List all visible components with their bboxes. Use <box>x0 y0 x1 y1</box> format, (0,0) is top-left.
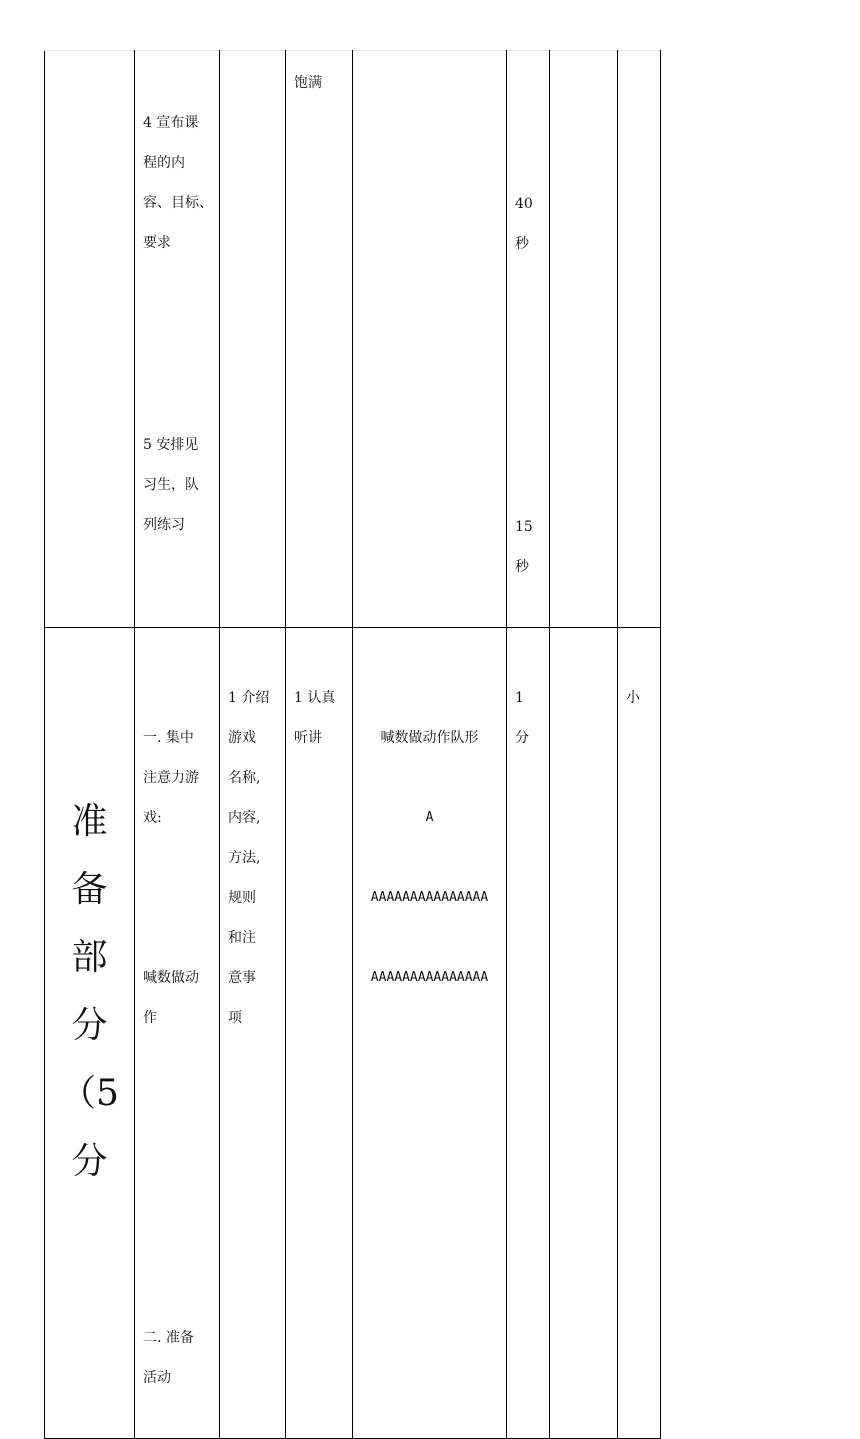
section-cell <box>45 628 135 1439</box>
teacher-text: 1 介绍 游戏 名称, 内容, 方法, 规则 和注 意事 项 <box>228 690 270 1026</box>
content-cell <box>135 51 220 628</box>
teacher-cell <box>220 51 286 628</box>
content-cell <box>135 628 220 1439</box>
intensity-value: 小 <box>626 690 640 706</box>
formation-line: AAAAAAAAAAAAAAA <box>370 890 489 905</box>
intensity-cell <box>618 628 661 1439</box>
section-title: 准 备 部 分 （5 分 <box>60 801 119 1182</box>
formation-diagram <box>353 628 506 1038</box>
section-cell <box>45 51 135 628</box>
content-item: 4 宣布课 程的内 容、目标、 要求 <box>143 115 213 251</box>
content-item: 一. 集中 注意力游 戏: <box>143 730 199 826</box>
student-cell <box>286 628 353 1439</box>
student-cell <box>286 51 353 628</box>
time-value: 40 秒 <box>515 196 533 252</box>
organization-cell <box>353 51 507 628</box>
content-item: 5 安排见 习生，队 列练习 <box>143 437 199 533</box>
count-cell <box>550 51 618 628</box>
formation-line: A <box>425 810 434 825</box>
table-row <box>45 628 661 1439</box>
student-text: 饱满 <box>294 75 322 91</box>
formation-label: 喊数做动作队形 <box>380 730 479 746</box>
content-item: 二. 准备 活动 <box>143 1330 194 1386</box>
time-cell <box>507 628 550 1439</box>
content-item: 喊数做动 作 <box>143 970 199 1026</box>
formation-line: AAAAAAAAAAAAAAA <box>370 970 489 985</box>
lesson-plan-table <box>44 50 661 1439</box>
table-row <box>45 51 661 628</box>
count-cell <box>550 628 618 1439</box>
student-text: 1 认真 听讲 <box>294 690 336 746</box>
time-value: 1 分 <box>515 690 529 746</box>
organization-cell <box>353 628 507 1439</box>
time-cell <box>507 51 550 628</box>
time-value: 15 秒 <box>515 519 533 575</box>
teacher-cell <box>220 628 286 1439</box>
intensity-cell <box>618 51 661 628</box>
